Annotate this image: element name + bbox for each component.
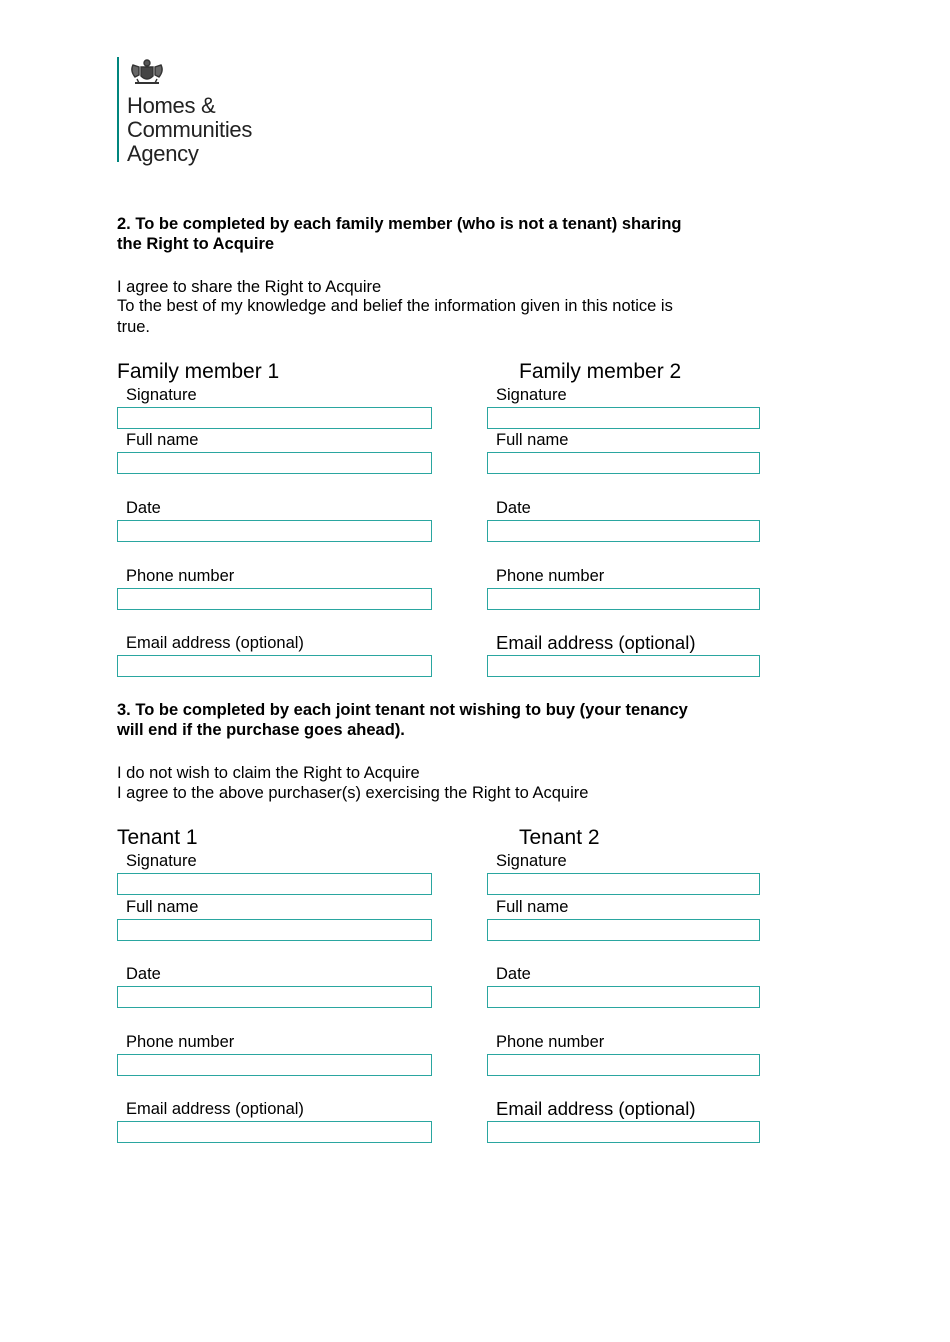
fm2-signature-field[interactable]	[487, 407, 760, 429]
section-3-statement-line-1: I do not wish to claim the Right to Acquire	[117, 764, 420, 782]
fm1-full-name-label: Full name	[126, 431, 199, 449]
fm2-email-field[interactable]	[487, 655, 760, 677]
tenant-1-title: Tenant 1	[117, 826, 198, 849]
fm1-date-field[interactable]	[117, 520, 432, 542]
t2-date-field[interactable]	[487, 986, 760, 1008]
t1-signature-field[interactable]	[117, 873, 432, 895]
t2-email-field[interactable]	[487, 1121, 760, 1143]
fm1-signature-field[interactable]	[117, 407, 432, 429]
section-2-heading-line-1: 2. To be completed by each family member (who is not a tenant) sharing	[117, 215, 682, 233]
section-3-heading-line-1: 3. To be completed by each joint tenant not wishing to buy (your tenancy	[117, 701, 688, 719]
fm2-phone-label: Phone number	[496, 567, 605, 585]
section-2-agreement-line-1: I agree to share the Right to Acquire	[117, 278, 382, 296]
logo-accent-bar	[117, 57, 119, 162]
t2-signature-field[interactable]	[487, 873, 760, 895]
section-3-statement-line-2: I agree to the above purchaser(s) exercising the Right to Acquire	[117, 784, 589, 802]
fm2-full-name-field[interactable]	[487, 452, 760, 474]
t2-full-name-field[interactable]	[487, 919, 760, 941]
section-3-heading-line-2: will end if the purchase goes ahead).	[117, 721, 405, 739]
fm2-date-field[interactable]	[487, 520, 760, 542]
logo-text-line-2: Communities	[127, 117, 253, 142]
t1-email-label: Email address (optional)	[126, 1100, 304, 1118]
t2-phone-label: Phone number	[496, 1033, 605, 1051]
t2-date-label: Date	[496, 965, 531, 983]
fm1-phone-field[interactable]	[117, 588, 432, 610]
t1-email-field[interactable]	[117, 1121, 432, 1143]
fm1-date-label: Date	[126, 499, 161, 517]
fm2-email-label: Email address (optional)	[496, 632, 696, 653]
royal-coat-of-arms-icon	[127, 57, 167, 89]
logo-text-line-1: Homes &	[127, 93, 216, 118]
fm2-full-name-label: Full name	[496, 431, 569, 449]
family-member-2-title: Family member 2	[519, 360, 682, 383]
fm1-email-label: Email address (optional)	[126, 634, 304, 652]
fm1-phone-label: Phone number	[126, 567, 235, 585]
t1-signature-label: Signature	[126, 852, 197, 870]
t1-phone-field[interactable]	[117, 1054, 432, 1076]
family-member-1-title: Family member 1	[117, 360, 280, 383]
fm1-signature-label: Signature	[126, 386, 197, 404]
section-2-agreement-line-2: To the best of my knowledge and belief the information given in this notice is	[117, 297, 673, 315]
fm1-full-name-field[interactable]	[117, 452, 432, 474]
tenant-2-title: Tenant 2	[519, 826, 600, 849]
section-2-heading-line-2: the Right to Acquire	[117, 235, 275, 253]
t1-phone-label: Phone number	[126, 1033, 235, 1051]
fm1-email-field[interactable]	[117, 655, 432, 677]
t1-date-label: Date	[126, 965, 161, 983]
t1-full-name-field[interactable]	[117, 919, 432, 941]
fm2-date-label: Date	[496, 499, 531, 517]
t1-full-name-label: Full name	[126, 898, 199, 916]
t1-date-field[interactable]	[117, 986, 432, 1008]
fm2-signature-label: Signature	[496, 386, 567, 404]
t2-signature-label: Signature	[496, 852, 567, 870]
t2-phone-field[interactable]	[487, 1054, 760, 1076]
t2-full-name-label: Full name	[496, 898, 569, 916]
section-2-agreement-line-3: true.	[117, 318, 151, 336]
t2-email-label: Email address (optional)	[496, 1098, 696, 1119]
fm2-phone-field[interactable]	[487, 588, 760, 610]
logo-text-line-3: Agency	[127, 141, 199, 166]
